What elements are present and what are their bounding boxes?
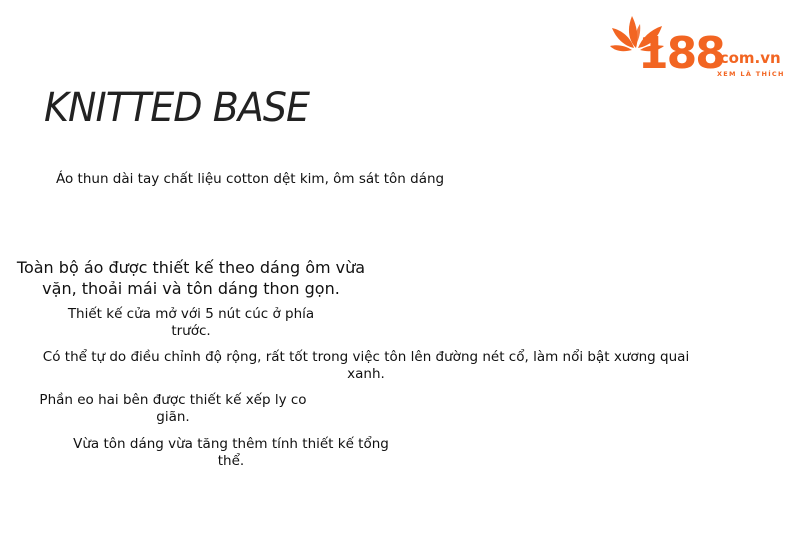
brand-tagline: XEM LÀ THÍCH	[717, 70, 785, 78]
brand-domain: .com.vn	[714, 49, 781, 67]
description-lead: Toàn bộ áo được thiết kế theo dáng ôm vừa vặn, thoải mái và tôn dáng thon gọn.	[16, 258, 366, 298]
feature-item-adjustable-width: Có thể tự do điều chỉnh độ rộng, rất tốt trong việc tôn lên đường nét cổ, làm nổi bật xương quai xanh.	[42, 349, 690, 382]
product-title: KNITTED BASE	[44, 85, 310, 131]
feature-item-front-buttons: Thiết kế cửa mở với 5 nút cúc ở phía trước.	[67, 306, 315, 339]
feature-item-pleated-waist: Phần eo hai bên được thiết kế xếp ly co giãn.	[39, 392, 307, 425]
feature-item-overall-design: Vừa tôn dáng vừa tăng thêm tính thiết kế tổng thể.	[73, 436, 389, 469]
brand-number: 188	[638, 28, 724, 79]
brand-logo[interactable]	[610, 10, 788, 82]
product-subtitle: Áo thun dài tay chất liệu cotton dệt kim, ôm sát tôn dáng	[56, 171, 445, 187]
